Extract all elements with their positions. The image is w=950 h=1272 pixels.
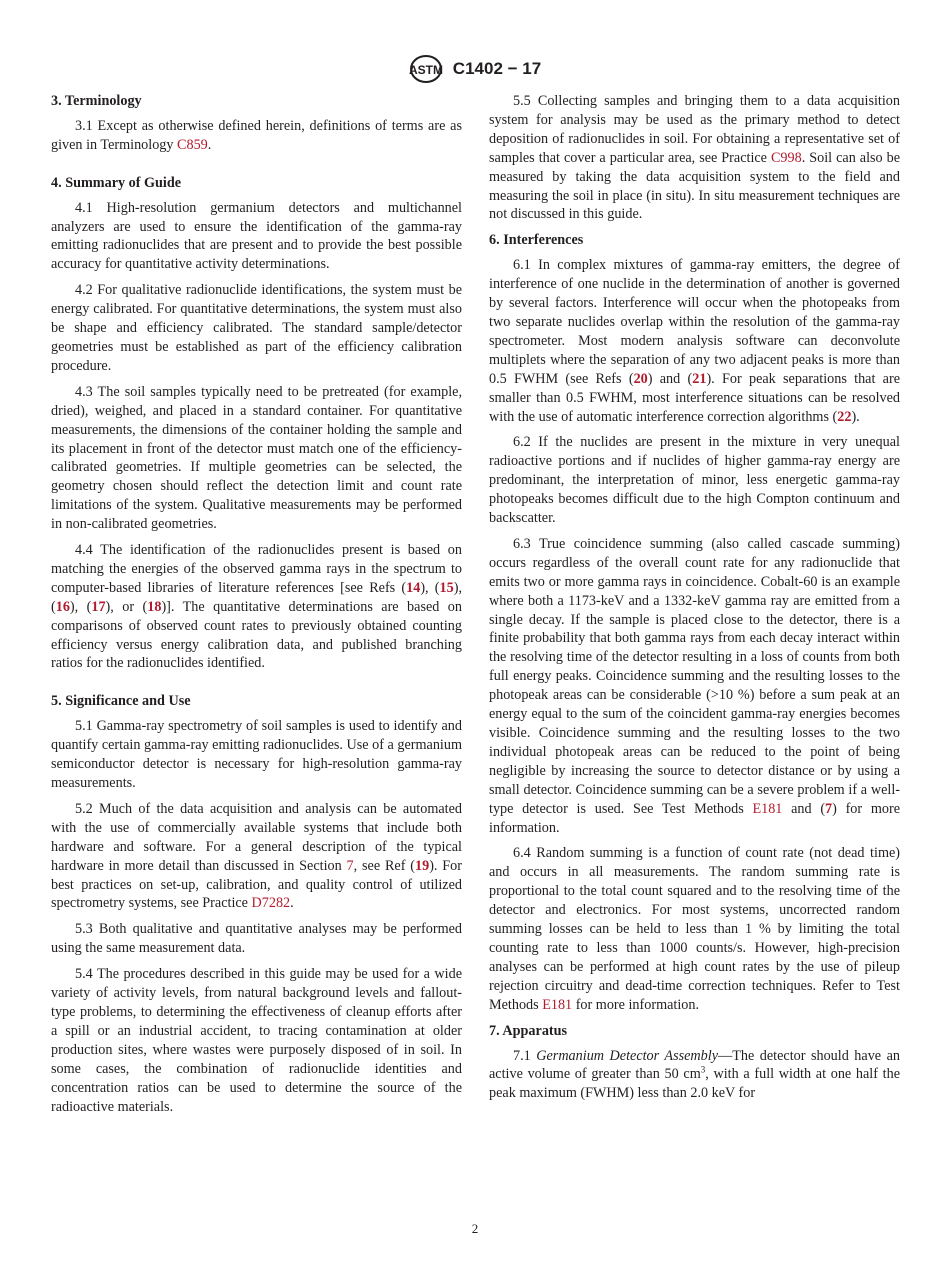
paragraph — [51, 281, 462, 376]
reference-link[interactable]: 17 — [91, 598, 106, 615]
paragraph — [489, 92, 900, 224]
paragraph — [51, 541, 462, 673]
text: . Soil can also be measured by taking the data acquisition system to the field and measuring the soil in place (in situ). In situ measurement techniques are not discussed in this guide. — [489, 149, 900, 223]
text: ) for more information. — [489, 800, 900, 836]
standard-link[interactable]: E181 — [752, 800, 783, 817]
superscript: 3 — [700, 1064, 706, 1075]
standard-designation: C1402 − 17 — [452, 59, 542, 78]
reference-link[interactable]: 18 — [147, 598, 162, 615]
text: ). For peak separations that are smaller than 0.5 FWHM, most interference situations can be resolved with the use of automatic interference correction algorithms ( — [489, 370, 901, 425]
text: 5.3 Both qualitative and quantitative analyses may be performed using the same measurement data. — [51, 921, 462, 957]
text: 5.2 Much of the data acquisition and analysis can be automated with the use of commercially available systems that include both hardware and software. For a general description of the typical hardware in more detail than discussed in Section — [51, 800, 462, 874]
text: 6.3 True coincidence summing (also called cascade summing) occurs regardless of the overall count rate for any radionuclide that emits two or more gamma rays in coincidence. Cobalt-60 is an example where both a 1173-keV and a 1332-keV gamma ray are emitted from a single decay. If the sample is placed close to the detector, there is a finite probability that both gamma rays from each decay interact within the resolving time of the detector resulting in a loss of counts from both full energy peaks. Coincidence summing and the resulting losses to the photopeak areas can be considerable (>10 %) before a sum peak at an energy equal to the sum of the coincident gamma-ray energies becomes visible. Coincidence summing and the resulting losses to the two individual photopeak areas can be reduced to the point of being negligible by increasing the source to detector distance or by using a small detector. Coincidence summing can be a severe problem if a well-type detector is used. See Test Methods — [489, 535, 900, 817]
text: 4.2 For qualitative radionuclide identifications, the system must be energy calibrated. For quantitative determinations, the system must also be shape and efficiency calibrated. The standard sample/detector geometries must be established as part of the efficiency calibration procedure. — [51, 282, 462, 374]
standard-link[interactable]: 7 — [346, 857, 354, 874]
reference-link[interactable]: 21 — [692, 370, 707, 387]
reference-link[interactable]: 16 — [55, 598, 70, 615]
text: , with a full width at one half the peak maximum (FWHM) less than 2.0 keV for — [489, 1066, 900, 1102]
text: . — [207, 136, 212, 153]
left-column — [51, 92, 462, 1123]
section-heading: 3. Terminology — [51, 93, 142, 109]
italic-term: Germanium Detector Assembly — [536, 1047, 719, 1064]
text: ). For best practices on set-up, calibration, and quality control of utilized spectrometry systems, see Practice — [51, 857, 462, 912]
text: 5.5 Collecting samples and bringing them to a data acquisition system for analysis may be used as the primary method to detect deposition of radionuclides in soil. For obtaining a representative set of samples that cover a particular area, see Practice — [489, 93, 900, 166]
text: ). — [851, 408, 860, 425]
text: 4.3 The soil samples typically need to be pretreated (for example, dried), weighed, and placed in a standard container. For quantitative measurements, the dimensions of the container holding the sample and its placement in front of the detector must match one of the efficiency-calibrated geometries. If multiple geometries can be selected, the geometry chosen should reflect the detection limit and count rate limitations of the system. Qualitative measurements may be performed in non-calibrated geometries. — [51, 383, 462, 533]
paragraph — [51, 800, 462, 913]
paragraph — [489, 844, 900, 1014]
reference-link[interactable]: 15 — [439, 579, 454, 596]
paragraph — [51, 199, 462, 275]
section-heading: 5. Significance and Use — [51, 693, 191, 710]
reference-link[interactable]: 7 — [825, 800, 833, 817]
standard-link[interactable]: E181 — [542, 996, 573, 1013]
spacer — [51, 680, 462, 692]
text: for more information. — [572, 996, 700, 1013]
section-heading: 4. Summary of Guide — [51, 174, 182, 191]
page-number: 2 — [471, 1221, 479, 1236]
reference-link[interactable]: 14 — [406, 579, 421, 596]
page-header — [0, 54, 950, 84]
text: )]. The quantitative determinations are based on comparisons of observed count rates to previously obtained counting efficiency versus energy calibration data, and published branching ratios for the radionuclides identified. — [51, 598, 462, 672]
paragraph — [51, 920, 462, 958]
standard-link[interactable]: D7282 — [251, 895, 291, 912]
reference-link[interactable]: 19 — [415, 857, 430, 874]
standard-link[interactable]: C998 — [770, 149, 802, 166]
text: ), ( — [51, 579, 463, 615]
svg-text:ASTM: ASTM — [408, 63, 443, 77]
paragraph — [51, 965, 462, 1116]
text: ), or ( — [105, 598, 148, 615]
text: ), ( — [420, 579, 440, 596]
right-column — [489, 92, 900, 1110]
reference-link[interactable]: 20 — [633, 370, 648, 387]
section-heading: 6. Interferences — [489, 232, 584, 249]
text: 6.1 In complex mixtures of gamma-ray emitters, the degree of interference of one nuclide in the determination of another is governed by several factors. Interference will occur when the photopeaks from two separate nuclides overlap within the resolution of the gamma-ray spectrometer. Most modern analysis software can deconvolute multiplets where the separation of any two adjacent peaks is more than 0.5 FWHM (see Refs ( — [489, 257, 900, 387]
paragraph — [489, 1047, 900, 1104]
text: ), ( — [69, 598, 92, 615]
paragraph — [489, 535, 900, 838]
text: 4.1 High-resolution germanium detectors and multichannel analyzers are used to ensure the identification of the gamma-ray emitting radionuclides that are present and to provide the best possible accuracy for quantitative activity determinations. — [51, 199, 462, 273]
text: ) and ( — [647, 370, 693, 387]
text: . — [290, 895, 294, 912]
text: —The detector should have an active volume of greater than 50 cm — [489, 1047, 900, 1083]
astm-logo-icon — [409, 54, 443, 84]
text: 6.4 Random summing is a function of count rate (not dead time) and occurs in all measurements. The random summing rate is proportional to the total count squared and to the resolving time of the detector and electronics. For most systems, uncorrected random summing losses can be held to less than 1 % by limiting the total counting rate to less than 1000 counts/s. However, high-precision analyses can be performed at high count rates by the use of pileup rejection circuitry and dead-time correction techniques. Refer to Test Methods — [489, 845, 900, 1013]
spacer — [51, 162, 462, 174]
text: 3.1 Except as otherwise defined herein, definitions of terms are as given in Terminology — [51, 117, 462, 153]
paragraph — [489, 433, 900, 528]
text: , see Ref ( — [353, 857, 415, 874]
section-heading: 7. Apparatus — [489, 1022, 568, 1039]
reference-link[interactable]: 22 — [837, 408, 852, 425]
paragraph — [489, 256, 900, 426]
paragraph — [51, 117, 462, 155]
text: 7.1 — [513, 1047, 537, 1064]
text: and ( — [782, 800, 826, 817]
text: 6.2 If the nuclides are present in the mixture in very unequal radioactive portions and if nuclides of higher gamma-ray energy are predominant, the interpretation of minor, less energetic gamma-ray photopeaks becomes difficult due to the high Compton continuum and backscatter. — [489, 434, 900, 527]
text: 4.4 The identification of the radionuclides present is based on matching the energies of the observed gamma rays in the spectrum to computer-based libraries of literature references [see Refs ( — [51, 542, 462, 596]
paragraph — [51, 383, 462, 534]
text: 5.1 Gamma-ray spectrometry of soil samples is used to identify and quantify certain gamma-ray emitting radionuclides. Use of a germanium semiconductor detector is necessary for high-resolution gamma-ray measurements. — [51, 718, 462, 791]
paragraph — [51, 717, 462, 793]
text: 5.4 The procedures described in this guide may be used for a wide variety of activity levels, from natural background levels and fallout-type problems, to determining the effectiveness of cleanup efforts after a spill or an industrial accident, to tracing contamination at older production sites, where wastes were purposely disposed of in soil. In some cases, the combination of radionuclide identities and concentration ratios can be used to determine the source of the radioactive materials. — [51, 966, 462, 1115]
standard-link[interactable]: C859 — [177, 136, 208, 153]
